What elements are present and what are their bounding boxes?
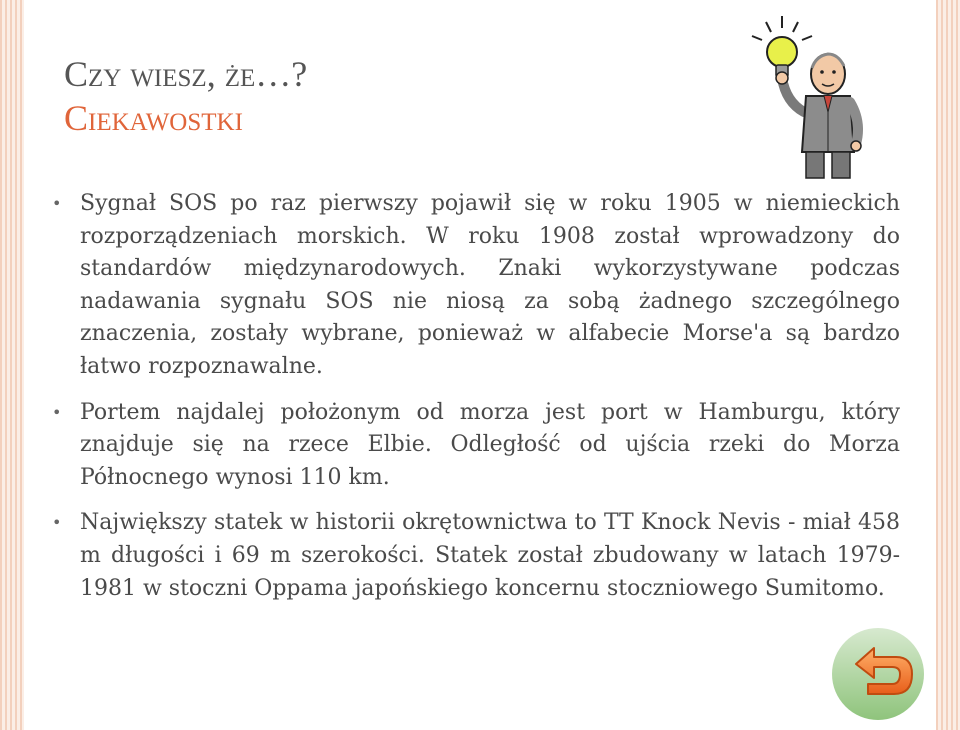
decorative-border-right [936, 0, 960, 730]
bullet-dot: • [52, 402, 62, 422]
bullet-dot: • [52, 513, 62, 533]
bullet-item-1 [52, 188, 900, 384]
decorative-border-left [0, 0, 24, 730]
bullet-text: Sygnał SOS po raz pierwszy pojawił się w roku 1905 w niemieckich rozporządzeniach morskich. W roku 1908 został wprowadzony do standardów międzynarodowych. Znaki wykorzystywane podczas nadawania sygnału SOS nie niosą za sobą żadnego szczególnego znaczenia, zostały wybrane, ponieważ w alfabecie Morse'a są bardzo łatwo rozpoznawalne. [80, 191, 900, 379]
bullet-text: Największy statek w historii okrętownictwa to TT Knock Nevis - miał 458 m długości i 69 m szerokości. Statek został zbudowany w latach 1979-1981 w stoczni Oppama japońskiego koncernu stoczniowego Sumitomo. [80, 510, 900, 601]
bullet-text: Portem najdalej położonym od morza jest port w Hamburgu, który znajduje się na rzece Elbie. Odległość od ujścia rzeki do Morza Północnego wynosi 110 km. [80, 399, 900, 490]
back-button[interactable] [828, 624, 928, 724]
man-with-lightbulb-icon [738, 12, 868, 182]
bullet-dot: • [52, 194, 62, 213]
bullet-item-2 [52, 397, 900, 495]
slide-content [52, 188, 900, 618]
title-line-1: Czy wiesz, że…? [64, 54, 308, 94]
slide-title [64, 52, 307, 140]
title-line-2: Ciekawostki [64, 98, 243, 138]
bullet-item-3 [52, 507, 900, 605]
return-arrow-icon [828, 624, 928, 724]
